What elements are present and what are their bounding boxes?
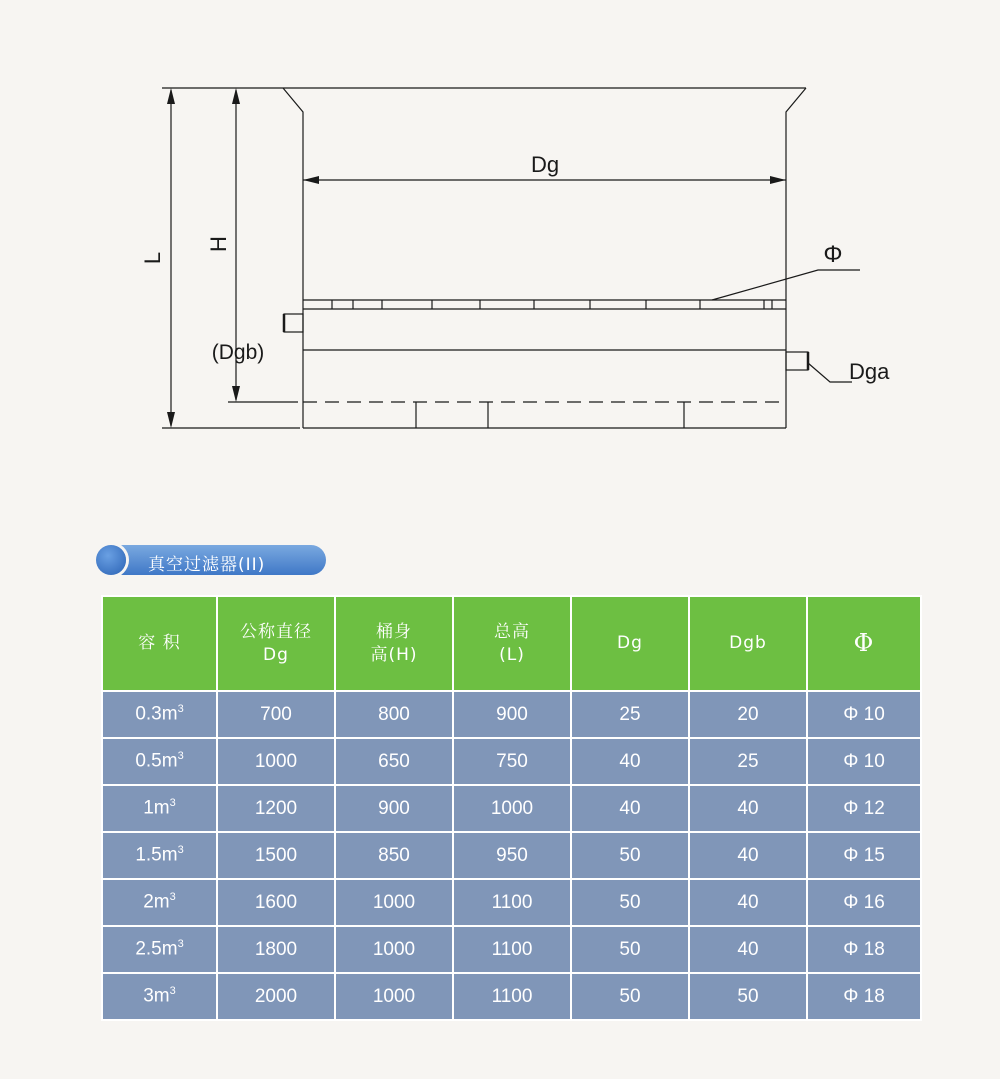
table-row	[102, 832, 921, 879]
left-wall	[283, 88, 303, 428]
table-cell: 40	[571, 738, 689, 785]
volume-cell	[102, 738, 217, 785]
table-header-text: 公称直径	[240, 621, 312, 642]
table-cell: 40	[689, 879, 807, 926]
volume-cell	[102, 691, 217, 738]
volume-exponent: 3	[177, 844, 184, 857]
table-header-row	[102, 596, 921, 691]
volume-cell	[102, 879, 217, 926]
table-header-cell	[335, 596, 453, 691]
table-cell: Φ 15	[807, 832, 921, 879]
table-cell: 1000	[335, 879, 453, 926]
table-cell: 50	[571, 926, 689, 973]
table-cell: 1000	[335, 973, 453, 1020]
table-header-text: Dgb	[729, 633, 767, 653]
table-cell: 25	[689, 738, 807, 785]
table-header-text: 桶身	[376, 621, 412, 642]
table-row	[102, 691, 921, 738]
table-cell: Φ 18	[807, 973, 921, 1020]
table-cell: Φ 18	[807, 926, 921, 973]
volume-value: 0.5m	[135, 750, 178, 772]
table-cell: 40	[571, 785, 689, 832]
table-cell: 40	[689, 926, 807, 973]
arrowhead	[167, 88, 175, 104]
dgb-label: (Dgb)	[211, 341, 265, 364]
table-cell: 900	[453, 691, 571, 738]
table-header-cell	[807, 596, 921, 691]
table-header-text: Dg	[263, 644, 289, 665]
phi-label: Φ	[823, 241, 843, 268]
table-header-text: Dg	[617, 633, 643, 653]
table-cell: 1100	[453, 926, 571, 973]
table-body	[102, 691, 921, 1020]
table-cell: 800	[335, 691, 453, 738]
table-cell: 25	[571, 691, 689, 738]
dga-nozzle	[786, 352, 808, 370]
volume-value: 2.5m	[135, 938, 178, 960]
table-row	[102, 926, 921, 973]
table-cell: 1200	[217, 785, 335, 832]
table-cell: 50	[571, 879, 689, 926]
arrowhead	[232, 386, 240, 402]
table-cell: 1000	[335, 926, 453, 973]
filter-technical-drawing	[0, 0, 1000, 520]
table-cell: 1100	[453, 973, 571, 1020]
left-nozzle	[284, 314, 303, 332]
volume-cell	[102, 926, 217, 973]
table-header-cell	[217, 596, 335, 691]
h-label: H	[206, 236, 231, 252]
table-header-cell	[102, 596, 217, 691]
volume-value: 3m	[143, 985, 170, 1007]
volume-cell	[102, 832, 217, 879]
section-title-tag	[96, 545, 326, 575]
volume-exponent: 3	[169, 985, 176, 998]
table-cell: 900	[335, 785, 453, 832]
table-cell: 1600	[217, 879, 335, 926]
table-header-text: 高(H)	[370, 644, 418, 665]
table-cell: 850	[335, 832, 453, 879]
table-header-cell	[571, 596, 689, 691]
arrowhead	[167, 412, 175, 428]
table-cell: Φ 16	[807, 879, 921, 926]
dga-leader	[808, 363, 852, 382]
table-cell: 650	[335, 738, 453, 785]
table-cell: 50	[571, 832, 689, 879]
volume-exponent: 3	[169, 797, 176, 810]
volume-exponent: 3	[169, 891, 176, 904]
table-cell: Φ 10	[807, 738, 921, 785]
table-cell: 1000	[217, 738, 335, 785]
volume-exponent: 3	[177, 938, 184, 951]
table-row	[102, 879, 921, 926]
table-cell: Φ 10	[807, 691, 921, 738]
table-row	[102, 973, 921, 1020]
table-header-cell	[689, 596, 807, 691]
table-header-text: 容 积	[138, 633, 181, 653]
table-cell: 40	[689, 832, 807, 879]
spec-table	[101, 595, 922, 1021]
table-cell: Φ 12	[807, 785, 921, 832]
table-row	[102, 738, 921, 785]
section-title-bullet	[96, 545, 126, 575]
table-header-cell	[453, 596, 571, 691]
table-cell: 750	[453, 738, 571, 785]
table-header-text: (L)	[499, 644, 525, 665]
table-cell: 40	[689, 785, 807, 832]
table-cell: 50	[571, 973, 689, 1020]
table-header-text: Φ	[853, 629, 875, 657]
table-cell: 1000	[453, 785, 571, 832]
table-cell: 700	[217, 691, 335, 738]
table-cell: 1100	[453, 879, 571, 926]
volume-value: 1m	[143, 797, 170, 819]
volume-value: 1.5m	[135, 844, 178, 866]
table-cell: 1500	[217, 832, 335, 879]
table-cell: 950	[453, 832, 571, 879]
volume-value: 0.3m	[135, 703, 178, 725]
arrowhead	[232, 88, 240, 104]
arrowhead	[303, 176, 319, 184]
table-header-text: 总高	[494, 621, 530, 642]
table-cell: 1800	[217, 926, 335, 973]
table-cell: 20	[689, 691, 807, 738]
volume-exponent: 3	[177, 750, 184, 763]
dg-label: Dg	[530, 152, 560, 177]
filter-plate-holes	[332, 300, 772, 309]
volume-cell	[102, 973, 217, 1020]
table-cell: 50	[689, 973, 807, 1020]
section-title: 真空过滤器(II)	[148, 555, 266, 575]
table-cell: 2000	[217, 973, 335, 1020]
table-row	[102, 785, 921, 832]
dga-label: Dga	[849, 359, 890, 384]
right-wall	[786, 88, 806, 428]
volume-value: 2m	[143, 891, 170, 913]
volume-exponent: 3	[177, 703, 184, 716]
arrowhead	[770, 176, 786, 184]
volume-cell	[102, 785, 217, 832]
l-label: L	[140, 251, 165, 265]
